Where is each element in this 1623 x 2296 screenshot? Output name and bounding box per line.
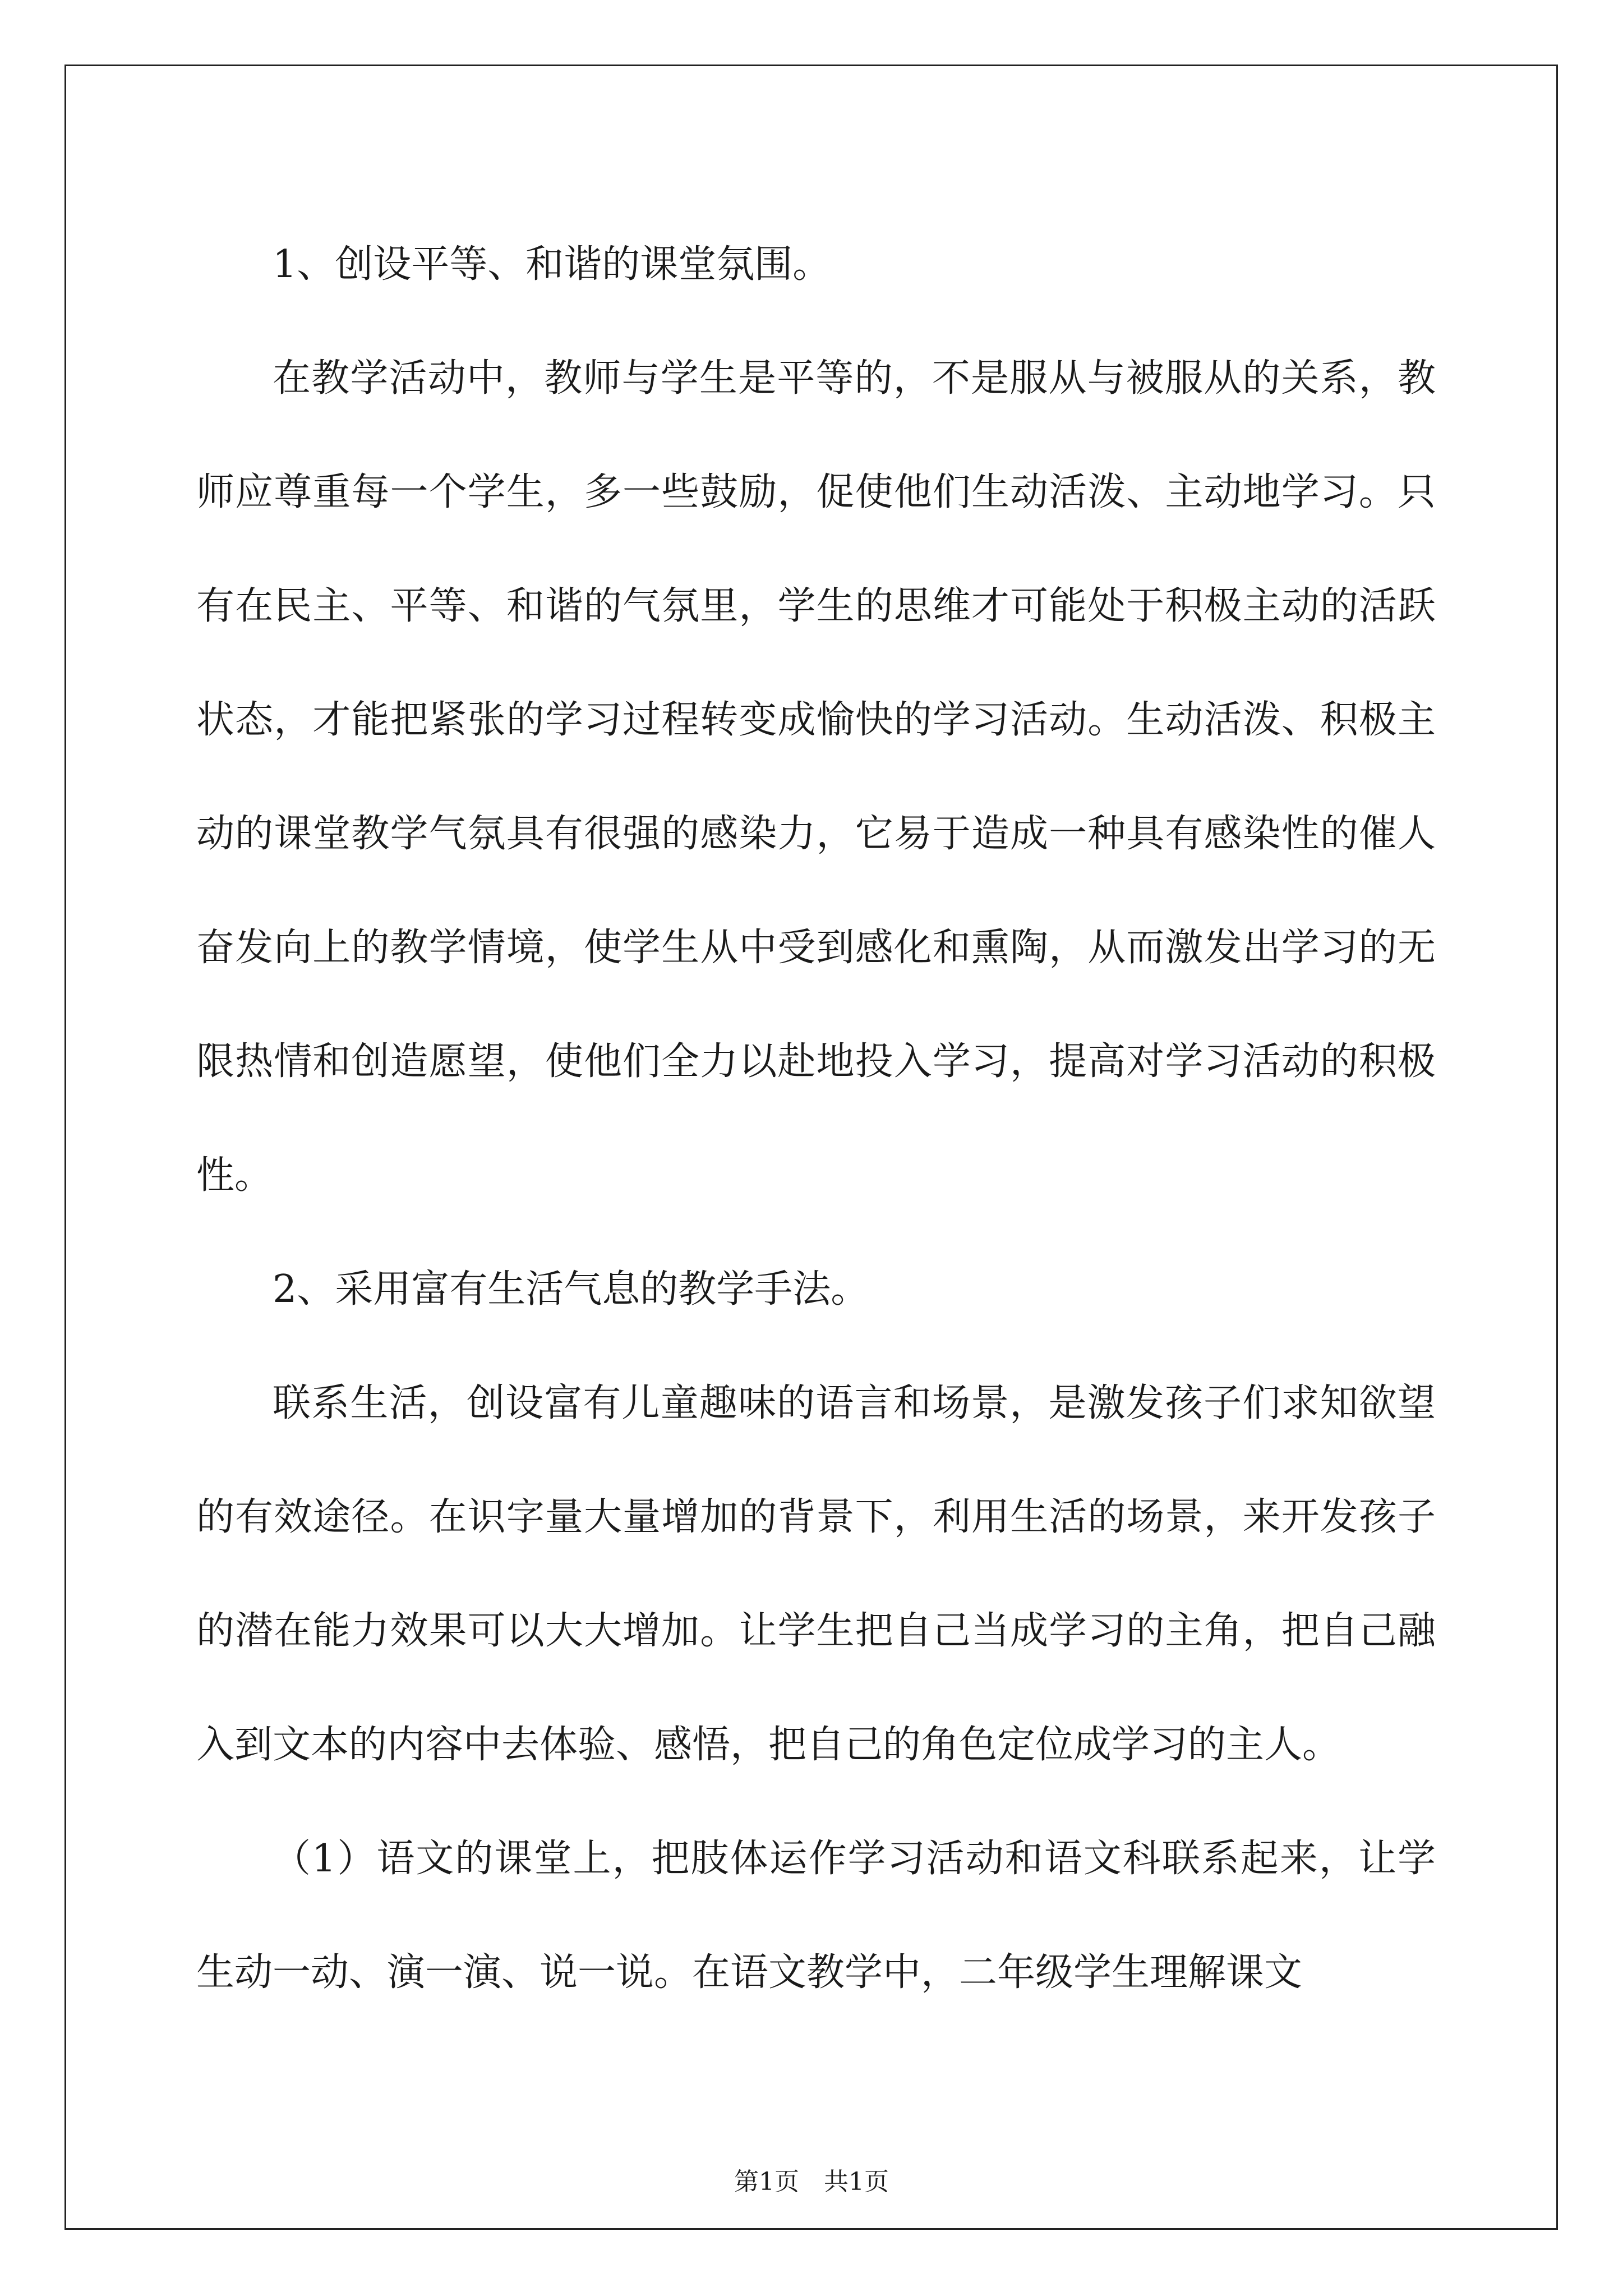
paragraph-heading-1: 1、创设平等、和谐的课堂氛围。 (273, 242, 831, 287)
paragraph-body-2: 联系生活，创设富有儿童趣味的语言和场景，是激发孩子们求知欲望的有效途径。在识字量大量增加的背景下，利用生活的场景，来开发孩子的潜在能力效果可以大大增加。让学生把自己当成学习的主角，把自己融入到文本的内容中去体验、感悟，把自己的角色定位成学习的主人。 (196, 1381, 1436, 1767)
page-number: 第1页 (734, 2168, 799, 2196)
paragraph-heading-2: 2、采用富有生活气息的教学手法。 (273, 1267, 869, 1312)
page-footer (0, 2165, 1623, 2199)
document-body (196, 208, 1436, 2030)
paragraph-body-1: 在教学活动中，教师与学生是平等的，不是服从与被服从的关系，教师应尊重每一个学生，多一些鼓励，促使他们生动活泼、主动地学习。只有在民主、平等、和谐的气氛里，学生的思维才可能处于积极主动的活跃状态，才能把紧张的学习过程转变成愉快的学习活动。生动活泼、积极主动的课堂教学气氛具有很强的感染力，它易于造成一种具有感染性的催人奋发向上的教学情境，使学生从中受到感化和熏陶，从而激发出学习的无限热情和创造愿望，使他们全力以赴地投入学习，提高对学习活动的积极性。 (196, 356, 1436, 1198)
page-total: 共1页 (824, 2168, 889, 2196)
paragraph-body-3: （1）语文的课堂上，把肢体运作学习活动和语文科联系起来，让学生动一动、演一演、说一说。在语文教学中，二年级学生理解课文 (196, 1837, 1436, 1995)
